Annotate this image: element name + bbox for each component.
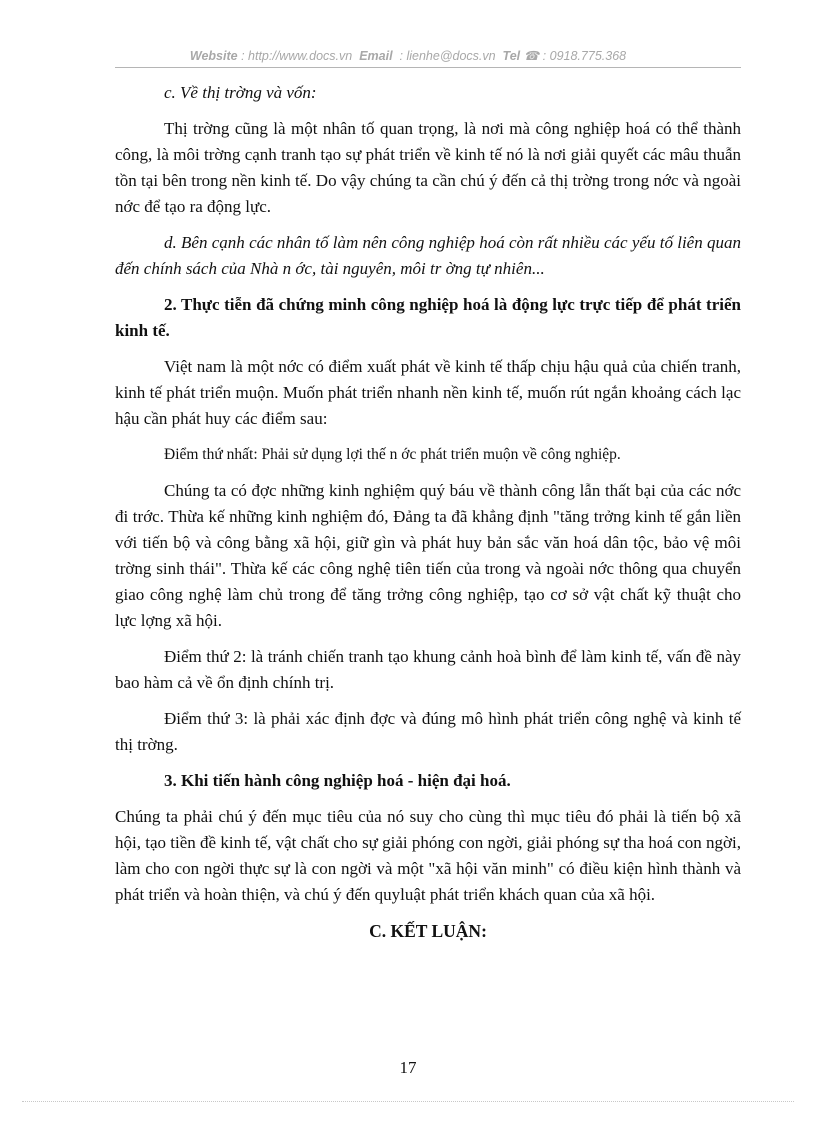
section-heading-2: 2. Thực tiễn đã chứng minh công nghiệp hoá là động lực trực tiếp để phát triển kinh tế. xyxy=(115,295,741,340)
body-paragraph: Việt nam là một nớc có điểm xuất phát về kinh tế thấp chịu hậu quả của chiến tranh, kinh tế phát triển muộn. Muốn phát triển nhanh nền kinh tế, muốn rút ngắn khoảng cách lạc hậu cần phát huy các điểm sau: xyxy=(115,357,741,428)
section-heading-3: 3. Khi tiến hành công nghiệp hoá - hiện đại hoá. xyxy=(164,771,511,790)
email-label: Email xyxy=(359,49,393,63)
website-label: Website xyxy=(189,49,238,63)
tel-value: ☎ : 0918.775.368 xyxy=(523,49,627,63)
point-one: Điểm thứ nhất: Phải sử dụng lợi thế n ớc phát triển muộn về công nghiệp. xyxy=(164,446,621,463)
page-header xyxy=(0,48,816,63)
document-body xyxy=(115,80,741,954)
body-paragraph: Chúng ta có đợc những kinh nghiệm quý báu về thành công lẫn thất bại của các nớc đi trớc. Thừa kế những kinh nghiệm đó, Đảng ta đã khẳng định "tăng trởng kinh tế gắn liền với tiến bộ và công bằng xã hội, giữ gìn và phát huy bản sắc văn hoá dân tộc, bảo vệ môi trờng sinh thái". Thừa kế các công nghệ tiên tiến của trong và ngoài nớc thông qua chuyển giao công nghệ làm chủ trong để tăng trởng công nghiệp, tạo cơ sở vật chất kỹ thuật cho lực lợng xã hội. xyxy=(115,481,741,630)
tel-label: Tel xyxy=(502,49,521,63)
website-value: : http://www.docs.vn xyxy=(241,49,353,63)
header-divider xyxy=(115,67,741,68)
point-three: Điểm thứ 3: là phải xác định đợc và đúng mô hình phát triển công nghệ và kinh tế thị trờng. xyxy=(115,709,741,754)
body-paragraph: Thị trờng cũng là một nhân tố quan trọng, là nơi mà công nghiệp hoá có thể thành công, là môi trờng cạnh tranh tạo sự phát triển về kinh tế nó là nơi giải quyết các mâu thuẫn tồn tại bên trong nền kinh tế. Do vậy chúng ta cần chú ý đến cả thị trờng trong nớc và ngoài nớc để tạo ra động lực. xyxy=(115,119,741,216)
point-two: Điểm thứ 2: là tránh chiến tranh tạo khung cảnh hoà bình để làm kinh tế, vấn đề này bao hàm cả về ổn định chính trị. xyxy=(115,647,741,692)
body-paragraph: Chúng ta phải chú ý đến mục tiêu của nó suy cho cùng thì mục tiêu đó phải là tiến bộ xã hội, tạo tiền đề kinh tế, vật chất cho sự giải phóng con ngời, giải phóng sự tha hoá con ngời, làm cho con ngời thực sự là con ngời và một "xã hội văn minh" có điều kiện hình thành và phát triển và hoàn thiện, và chú ý đến quyluật phát triển khách quan của xã hội. xyxy=(115,807,741,904)
body-paragraph-italic: d. Bên cạnh các nhân tố làm nên công nghiệp hoá còn rất nhiều các yếu tố liên quan đến chính sách của Nhà n ớc, tài nguyên, môi tr ờng tự nhiên... xyxy=(115,233,741,278)
page-number: 17 xyxy=(399,1058,417,1077)
conclusion-heading: C. KẾT LUẬN: xyxy=(369,921,487,941)
subsection-heading-market: c. Về thị trờng và vốn: xyxy=(164,83,317,102)
footer-divider xyxy=(22,1101,794,1102)
email-value: : lienhe@docs.vn xyxy=(399,49,496,63)
